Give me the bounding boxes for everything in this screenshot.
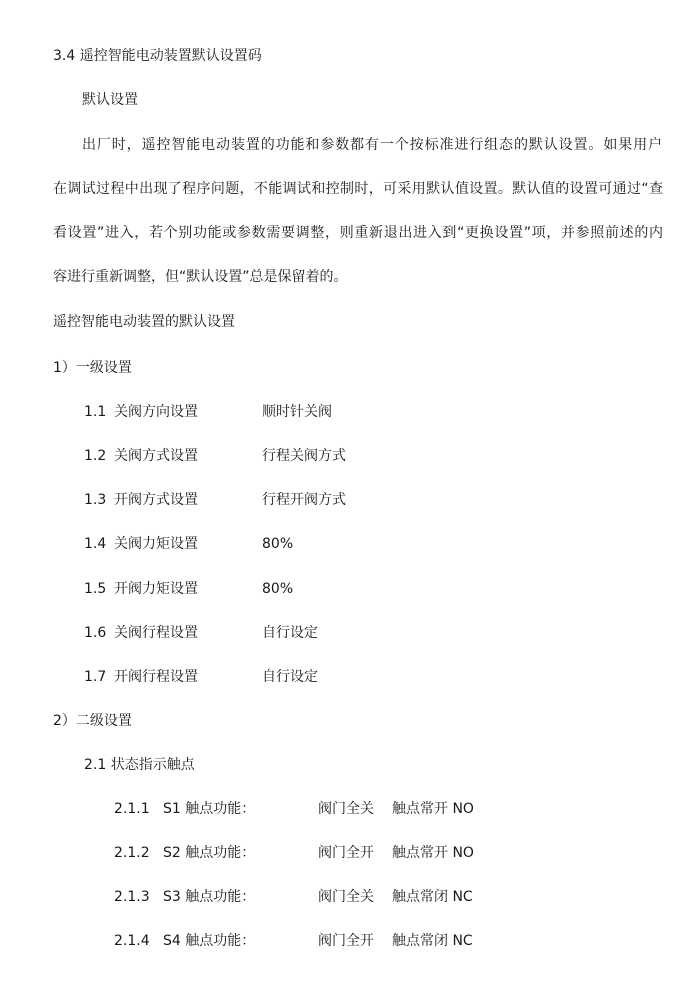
item-label: 开阀力矩设置 <box>114 581 198 597</box>
level2-heading: 2）二级设置 <box>53 713 132 729</box>
contact-type: 触点常闭 NC <box>392 933 473 949</box>
default-settings-heading: 遥控智能电动装置的默认设置 <box>53 314 235 330</box>
section-title: 3.4 遥控智能电动装置默认设置码 <box>53 48 262 64</box>
paragraph-line-2: 在调试过程中出现了程序问题，不能调试和控制时，可采用默认值设置。默认值的设置可通过“查 <box>53 181 663 197</box>
item-value: 自行设定 <box>262 625 318 641</box>
item-number: 1.5 <box>84 581 107 597</box>
item-value: 行程开阀方式 <box>262 492 346 508</box>
item-number: 1.6 <box>84 625 107 641</box>
item-value: 顺时针关阀 <box>262 404 332 420</box>
item-label: 关阀方向设置 <box>114 404 198 420</box>
contact-type: 触点常闭 NC <box>392 889 473 905</box>
contact-number: 2.1.4 <box>114 933 150 949</box>
subheading-default-settings: 默认设置 <box>82 92 138 108</box>
item-label: 关阀方式设置 <box>114 448 198 464</box>
item-number: 1.4 <box>84 536 107 552</box>
contact-state: 阀门全开 <box>318 845 374 861</box>
level1-heading: 1）一级设置 <box>53 360 132 376</box>
contact-state: 阀门全开 <box>318 933 374 949</box>
contact-type: 触点常开 NO <box>392 801 474 817</box>
item-value: 自行设定 <box>262 669 318 685</box>
contact-label: S4 触点功能： <box>163 933 256 949</box>
item-number: 1.2 <box>84 448 107 464</box>
level2-subheading: 2.1 状态指示触点 <box>84 757 195 773</box>
contact-state: 阀门全关 <box>318 801 374 817</box>
item-value: 80% <box>262 581 294 597</box>
item-label: 关阀力矩设置 <box>114 536 198 552</box>
item-value: 80% <box>262 536 294 552</box>
item-label: 开阀方式设置 <box>114 492 198 508</box>
item-number: 1.3 <box>84 492 107 508</box>
contact-state: 阀门全关 <box>318 889 374 905</box>
paragraph-line-3: 看设置”进入，若个别功能或参数需要调整，则重新退出进入到“更换设置”项，并参照前述的内 <box>53 225 663 241</box>
item-label: 关阀行程设置 <box>114 625 198 641</box>
contact-label: S2 触点功能： <box>163 845 256 861</box>
item-label: 开阀行程设置 <box>114 669 198 685</box>
item-value: 行程关阀方式 <box>262 448 346 464</box>
contact-type: 触点常开 NO <box>392 845 474 861</box>
contact-number: 2.1.2 <box>114 845 150 861</box>
contact-number: 2.1.1 <box>114 801 150 817</box>
paragraph-line-4: 容进行重新调整，但“默认设置”总是保留着的。 <box>53 269 348 285</box>
item-number: 1.1 <box>84 404 107 420</box>
contact-label: S1 触点功能： <box>163 801 256 817</box>
paragraph-line-1: 出厂时，遥控智能电动装置的功能和参数都有一个按标准进行组态的默认设置。如果用户 <box>82 137 662 153</box>
contact-number: 2.1.3 <box>114 889 150 905</box>
item-number: 1.7 <box>84 669 107 685</box>
contact-label: S3 触点功能： <box>163 889 256 905</box>
